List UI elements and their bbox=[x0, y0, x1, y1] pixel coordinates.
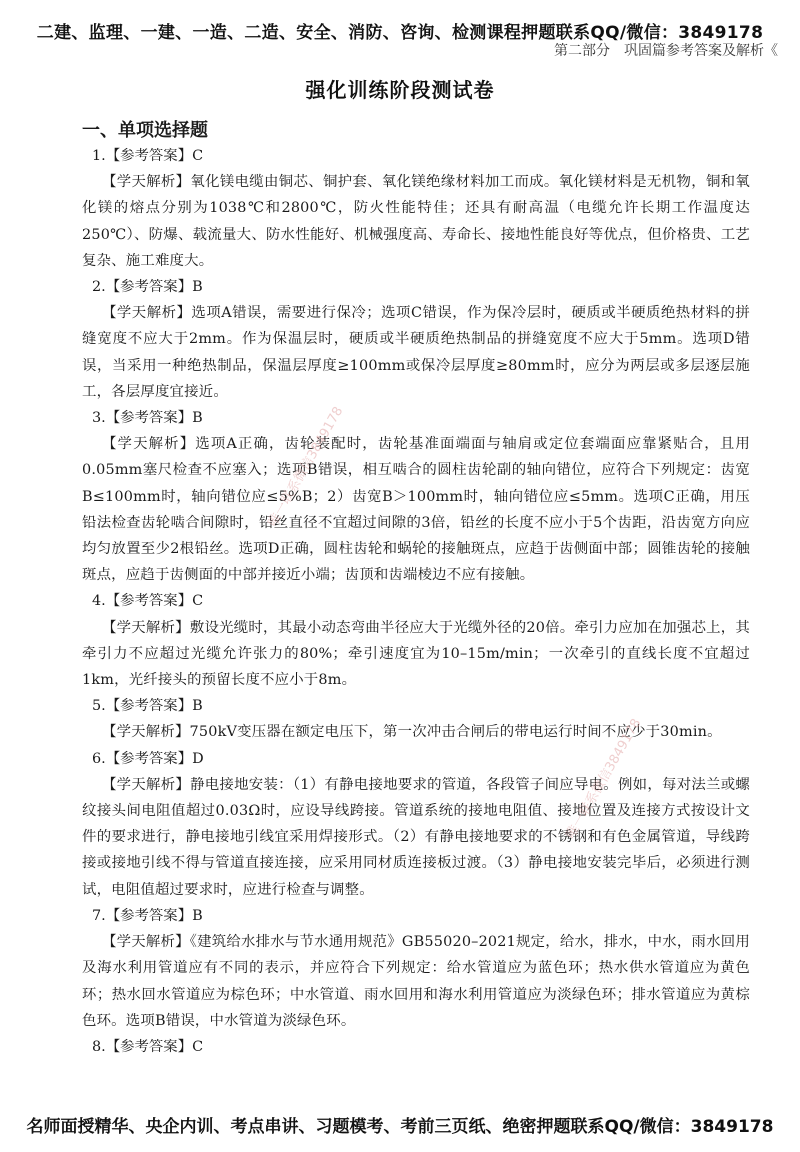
answer-line bbox=[82, 693, 750, 719]
section-header: 第二部分 巩固篇参考答案及解析《 bbox=[554, 43, 778, 59]
answer-label: 【参考答案】 bbox=[105, 1038, 193, 1055]
answer-list bbox=[82, 143, 750, 1060]
question-number: 4. bbox=[92, 593, 106, 610]
analysis-text: 选项A错误，需要进行保冷；选项C错误，作为保冷层时，硬质或半硬质绝热材料的拼缝宽度不应大于2mm。作为保温层时，硬质或半硬质绝热制品的拼缝宽度不应大于5mm。选项D错误，当采用一种绝热制品，保温层厚度≥100mm或保冷层厚度≥80mm时，应分为两层或多层逐层施工，各层厚度宜接近。 bbox=[82, 305, 750, 400]
promo-banner-top: 二建、监理、一建、一造、二造、安全、消防、咨询、检测课程押题联系QQ/微信：3849178 bbox=[36, 23, 764, 43]
answer-value: C bbox=[192, 593, 204, 610]
analysis-paragraph bbox=[82, 169, 750, 274]
page-title: 强化训练阶段测试卷 bbox=[305, 78, 495, 102]
analysis-label: 【学天解析】 bbox=[102, 934, 190, 951]
analysis-text: 750kV变压器在额定电压下，第一次冲击合闸后的带电运行时间不应少于30min。 bbox=[189, 724, 722, 741]
answer-label: 【参考答案】 bbox=[105, 148, 193, 164]
answer-line bbox=[82, 746, 750, 772]
analysis-text: 选项A正确，齿轮装配时，齿轮基准面端面与轴肩或定位套端面应靠紧贴合，且用0.05mm塞尺检查不应塞入；选项B错误，相互啮合的圆柱齿轮副的轴向错位，应符合下列规定：齿宽B≤100mm时，轴向错位应≤5%B；2）齿宽B＞100mm时，轴向错位应≤5mm。选项C正确，用压铅法检查齿轮啮合间隙时，铅丝直径不宜超过间隙的3倍，铅丝的长度不应小于5个齿距，沿齿宽方向应均匀放置至少2根铅丝。选项D正确，圆柱齿轮和蜗轮的接触斑点，应趋于齿侧面中部；圆锥齿轮的接触斑点，应趋于齿侧面的中部并接近小端；齿顶和齿端棱边不应有接触。 bbox=[82, 436, 750, 584]
analysis-label: 【学天解析】 bbox=[102, 436, 196, 453]
question-number: 6. bbox=[92, 750, 106, 767]
answer-label: 【参考答案】 bbox=[105, 593, 193, 610]
analysis-label: 【学天解析】 bbox=[102, 619, 190, 636]
analysis-paragraph bbox=[82, 615, 750, 694]
analysis-text: 敷设光缆时，其最小动态弯曲半径应大于光缆外径的20倍。牵引力应加在加强芯上，其牵引力不应超过光缆允许张力的80%；牵引速度宜为10–15m/min；一次牵引的直线长度不宜超过1km，光纤接头的预留长度不应小于8m。 bbox=[82, 619, 750, 689]
section-heading: 一、单项选择题 bbox=[82, 120, 208, 141]
question-number: 3. bbox=[92, 410, 106, 427]
analysis-label: 【学天解析】 bbox=[102, 174, 191, 191]
analysis-label: 【学天解析】 bbox=[102, 724, 190, 741]
analysis-paragraph bbox=[82, 929, 750, 1034]
answer-value: B bbox=[192, 698, 203, 715]
question-number: 8. bbox=[92, 1038, 106, 1055]
answer-line bbox=[82, 1034, 750, 1060]
analysis-paragraph bbox=[82, 719, 750, 745]
answer-line bbox=[82, 903, 750, 929]
answer-label: 【参考答案】 bbox=[105, 698, 193, 715]
answer-label: 【参考答案】 bbox=[105, 410, 193, 427]
question-number: 5. bbox=[92, 698, 106, 715]
answer-line bbox=[82, 274, 750, 300]
watermark: 唯一联系微信3849178 bbox=[265, 404, 347, 530]
analysis-paragraph bbox=[82, 431, 750, 588]
answer-value: B bbox=[192, 410, 203, 427]
answer-value: C bbox=[192, 148, 204, 164]
analysis-paragraph bbox=[82, 772, 750, 903]
answer-value: B bbox=[192, 907, 203, 924]
answer-value: B bbox=[192, 279, 203, 296]
watermark: 唯一联系微信3849178 bbox=[563, 716, 645, 842]
analysis-label: 【学天解析】 bbox=[102, 305, 192, 322]
question-number: 7. bbox=[92, 907, 106, 924]
answer-label: 【参考答案】 bbox=[105, 279, 193, 296]
answer-label: 【参考答案】 bbox=[105, 750, 193, 767]
analysis-text: 静电接地安装：（1）有静电接地要求的管道，各段管子间应导电。例如，每对法兰或螺纹接头间电阻值超过0.03Ω时，应设导线跨接。管道系统的接地电阻值、接地位置及连接方式按设计文件的要求进行，静电接地引线宜采用焊接形式。（2）有静电接地要求的不锈钢和有色金属管道，导线跨接或接地引线不得与管道直接连接，应采用同材质连接板过渡。（3）静电接地安装完毕后，必须进行测试，电阻值超过要求时，应进行检查与调整。 bbox=[82, 776, 750, 898]
answer-line bbox=[82, 143, 750, 169]
analysis-text: 《建筑给水排水与节水通用规范》GB55020–2021规定，给水，排水，中水，雨水回用及海水利用管道应有不同的表示，并应符合下列规定：给水管道应为蓝色环；热水供水管道应为黄色环；热水回水管道应为棕色环；中水管道、雨水回用和海水利用管道应为淡绿色环；排水管道应为黄棕色环。选项B错误，中水管道为淡绿色环。 bbox=[82, 934, 750, 1029]
analysis-paragraph bbox=[82, 300, 750, 405]
answer-line bbox=[82, 405, 750, 431]
question-number: 2. bbox=[92, 279, 106, 296]
analysis-label: 【学天解析】 bbox=[102, 776, 191, 793]
answer-value: D bbox=[192, 750, 204, 767]
answer-value: C bbox=[192, 1038, 204, 1055]
question-number: 1. bbox=[92, 148, 106, 164]
answer-line bbox=[82, 588, 750, 614]
answer-label: 【参考答案】 bbox=[105, 907, 193, 924]
promo-banner-bottom: 名师面授精华、央企内训、考点串讲、习题模考、考前三页纸、绝密押题联系QQ/微信：3849178 bbox=[26, 1117, 774, 1137]
analysis-text: 氧化镁电缆由铜芯、铜护套、氧化镁绝缘材料加工而成。氧化镁材料是无机物，铜和氧化镁的熔点分别为1038℃和2800℃，防火性能特佳；还具有耐高温（电缆允许长期工作温度达 250℃）、防爆、载流量大、防水性能好、机械强度高、寿命长、接地性能良好等优点，但价格贵、工艺复杂、施工难度大。 bbox=[82, 174, 750, 269]
